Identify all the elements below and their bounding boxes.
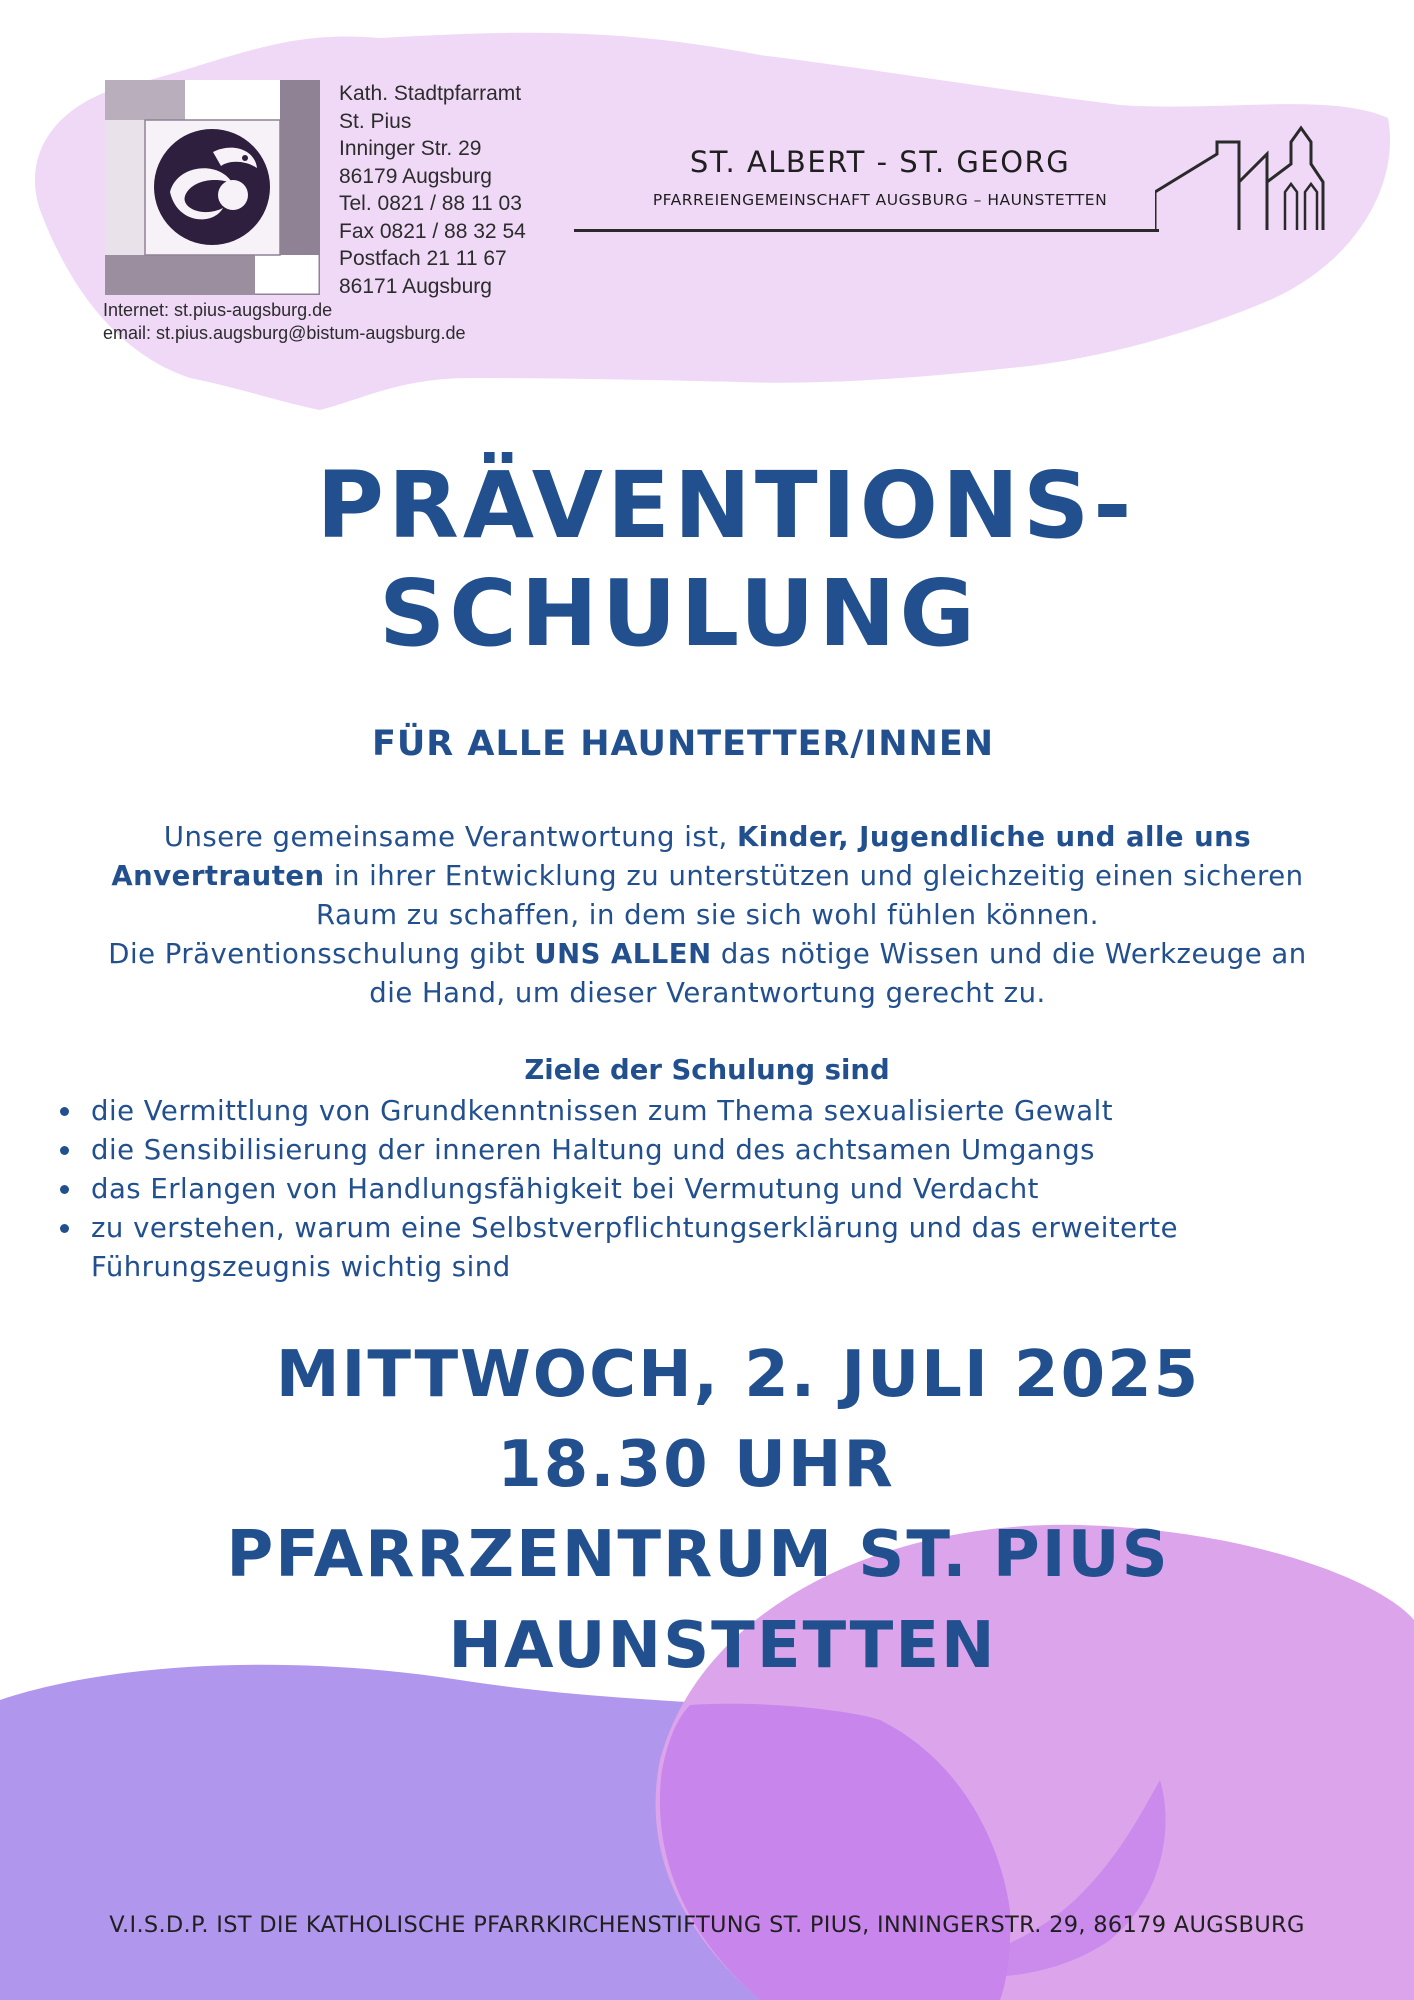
intro-line xyxy=(55,818,1360,857)
list-item xyxy=(57,1131,1357,1170)
letterhead-divider xyxy=(574,229,1159,232)
page-title-line2: SCHULUNG xyxy=(378,560,980,667)
parish-community-subtitle: PFARREIENGEMEINSCHAFT AUGSBURG – HAUNSTETTEN xyxy=(652,191,1108,209)
address-line: Inninger Str. 29 xyxy=(339,137,482,160)
event-location: PFARRZENTRUM ST. PIUS xyxy=(226,1518,1170,1592)
email-link[interactable]: email: st.pius.augsburg@bistum-augsburg.de xyxy=(103,323,466,343)
website-link[interactable]: Internet: st.pius-augsburg.de xyxy=(103,300,333,320)
list-item xyxy=(57,1092,1357,1131)
list-item xyxy=(57,1170,1357,1209)
intro-emphasis: UNS ALLEN xyxy=(534,938,712,970)
address-line: 86179 Augsburg xyxy=(339,164,492,188)
parish-office-address xyxy=(339,80,609,300)
imprint-footer: V.I.S.D.P. IST DIE KATHOLISCHE PFARRKIRCHENSTIFTUNG ST. PIUS, INNINGERSTR. 29, 86179 AUGSBURG xyxy=(109,1912,1305,1938)
intro-line xyxy=(55,935,1360,974)
intro-text: Die Präventionsschulung gibt xyxy=(108,938,535,970)
intro-line xyxy=(55,857,1360,896)
goal-text: die Sensibilisierung der inneren Haltung und des achtsamen Umgangs xyxy=(91,1134,1095,1166)
event-time: 18.30 UHR xyxy=(497,1428,895,1502)
goal-text: das Erlangen von Handlungsfähigkeit bei Vermutung und Verdacht xyxy=(91,1173,1039,1205)
intro-text: in ihrer Entwicklung zu unterstützen und gleichzeitig einen sicheren xyxy=(324,860,1304,892)
address-line: Kath. Stadtpfarramt xyxy=(339,82,522,105)
st-pius-logo-icon xyxy=(105,80,320,295)
intro-text: Unsere gemeinsame Verantwortung ist, xyxy=(163,821,737,853)
goals-heading: Ziele der Schulung sind xyxy=(524,1054,890,1086)
intro-paragraph xyxy=(55,818,1360,1013)
list-item xyxy=(57,1209,1357,1287)
intro-emphasis: Kinder, Jugendliche und alle uns xyxy=(736,821,1252,853)
intro-line: die Hand, um dieser Verantwortung gerecht zu. xyxy=(369,977,1046,1009)
goals-list xyxy=(57,1092,1357,1287)
event-date: MITTWOCH, 2. JULI 2025 xyxy=(275,1338,1201,1412)
event-district: HAUNSTETTEN xyxy=(448,1609,997,1683)
goal-text: zu verstehen, warum eine Selbstverpflichtungserklärung und das erweiterte Führungszeugnis wichtig sind xyxy=(91,1212,1179,1283)
intro-emphasis: Anvertrauten xyxy=(111,860,325,892)
address-line: St. Pius xyxy=(339,109,412,133)
intro-text: das nötige Wissen und die Werkzeuge an xyxy=(711,938,1307,970)
phone-number: Tel. 0821 / 88 11 03 xyxy=(339,192,522,215)
parish-contact-web xyxy=(103,299,465,345)
goal-text: die Vermittlung von Grundkenntnissen zum Thema sexualisierte Gewalt xyxy=(91,1095,1114,1127)
intro-line: Raum zu schaffen, in dem sie sich wohl fühlen können. xyxy=(315,899,1100,931)
fax-number: Fax 0821 / 88 32 54 xyxy=(339,219,526,243)
target-audience: FÜR ALLE HAUNTETTER/INNEN xyxy=(371,724,995,764)
church-skyline-icon xyxy=(1155,122,1327,234)
po-box: Postfach 21 11 67 xyxy=(339,247,507,270)
parish-community-name: ST. ALBERT - ST. GEORG xyxy=(689,145,1071,179)
po-box-city: 86171 Augsburg xyxy=(339,274,492,298)
page-title-line1: PRÄVENTIONS- xyxy=(316,452,1136,559)
